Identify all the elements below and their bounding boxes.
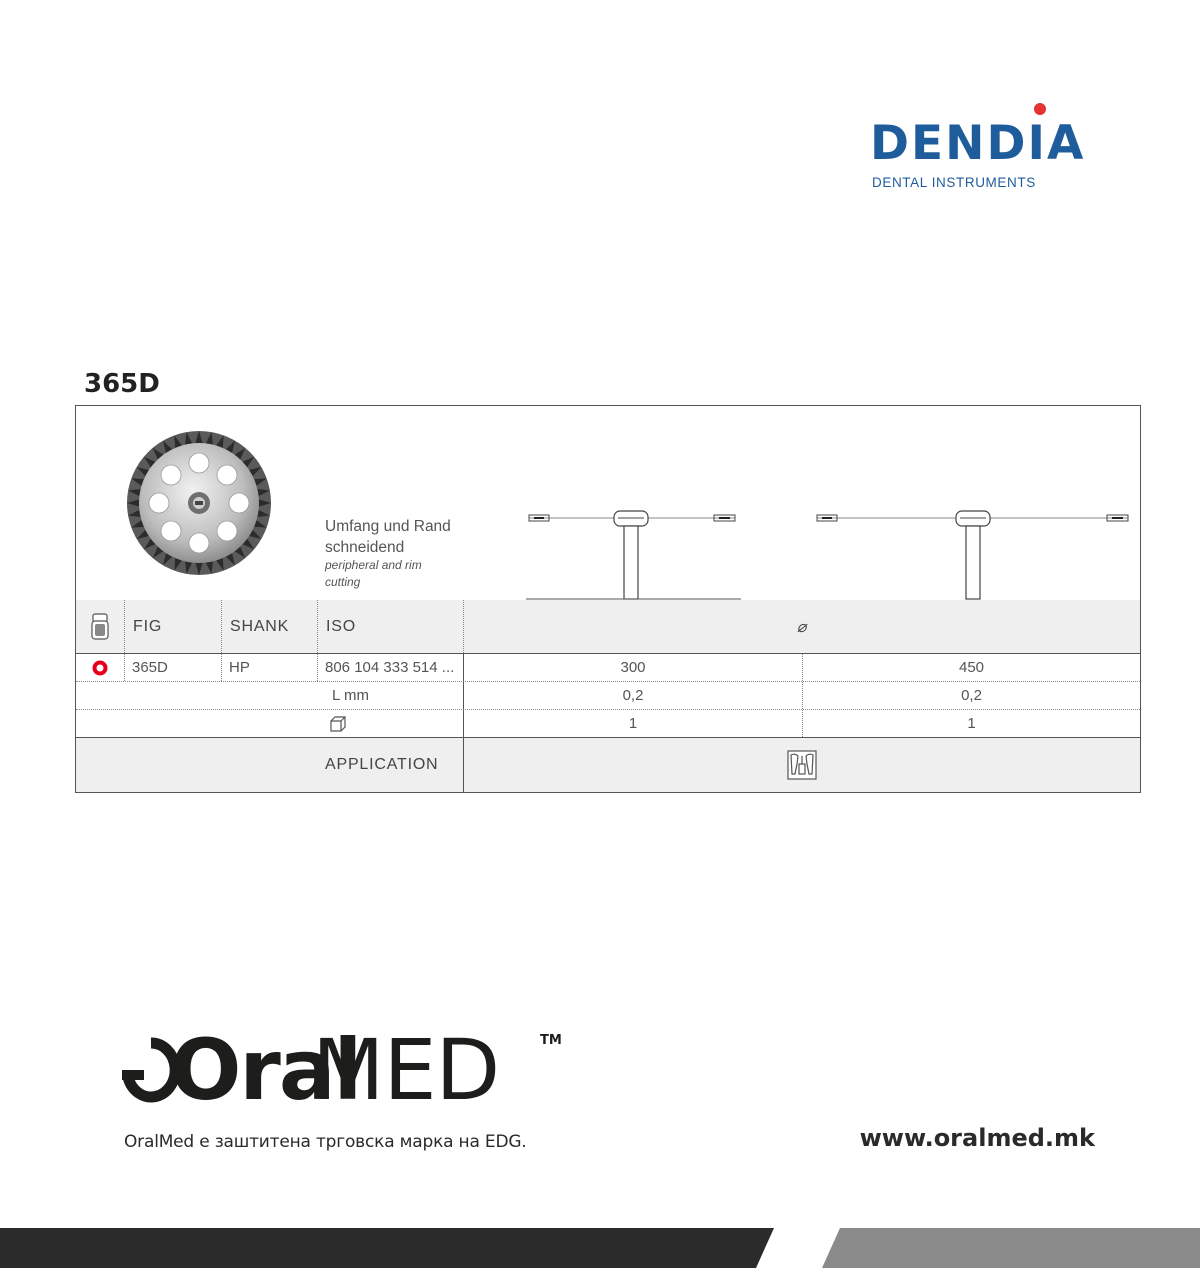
header-diameter: ⌀ [463, 600, 1140, 653]
table-header-row [76, 600, 1140, 654]
description-german: Umfang und Rand schneidend [325, 518, 451, 556]
grit-red-ring-icon [76, 654, 124, 681]
footer-stripe [0, 1228, 1200, 1268]
table-row [76, 738, 1140, 792]
diamond-disc-image [126, 430, 272, 576]
cell-pack-450: 1 [802, 710, 1140, 737]
trademark-symbol: TM [540, 1033, 562, 1048]
oralmed-logo [122, 1021, 572, 1119]
cell-length-450: 0,2 [802, 682, 1140, 709]
cell-fig: 365D [124, 654, 221, 681]
cell-size-450: 450 [802, 654, 1140, 681]
table-row [76, 710, 1140, 738]
header-shank: SHANK [221, 600, 317, 653]
dendia-red-dot [1034, 103, 1046, 115]
cell-iso: 806 104 333 514 ... [317, 654, 463, 681]
table-row [76, 682, 1140, 710]
dendia-subtitle: DENTAL INSTRUMENTS [872, 175, 1036, 190]
cell-size-300: 300 [463, 654, 802, 681]
cell-length-300: 0,2 [463, 682, 802, 709]
table-row [76, 654, 1140, 682]
dendia-logo [868, 100, 1093, 195]
product-image-area [76, 406, 1140, 601]
shank-icon [76, 600, 124, 653]
product-title: 365D [84, 369, 160, 399]
catalog-table [75, 405, 1141, 793]
cell-pack-300: 1 [463, 710, 802, 737]
length-label: L mm [332, 687, 369, 704]
website-link[interactable]: www.oralmed.mk [859, 1124, 1095, 1152]
header-iso: ISO [317, 600, 463, 653]
dendia-wordmark: DENDIA [870, 116, 1086, 171]
trademark-notice: OralMed е заштитена трговска марка на EDG. [124, 1132, 527, 1152]
oralmed-light-word: MED [312, 1021, 500, 1119]
header-fig: FIG [124, 600, 221, 653]
pack-icon [76, 710, 463, 737]
oralmed-bold-word: Oral [170, 1021, 361, 1119]
description-english: peripheral and rim cutting [325, 558, 422, 589]
disc-drawing-450 [814, 501, 1134, 601]
dental-lab-icon [463, 738, 1140, 792]
application-label: APPLICATION [325, 756, 439, 773]
cell-shank: HP [221, 654, 317, 681]
disc-drawing-300 [526, 501, 741, 601]
